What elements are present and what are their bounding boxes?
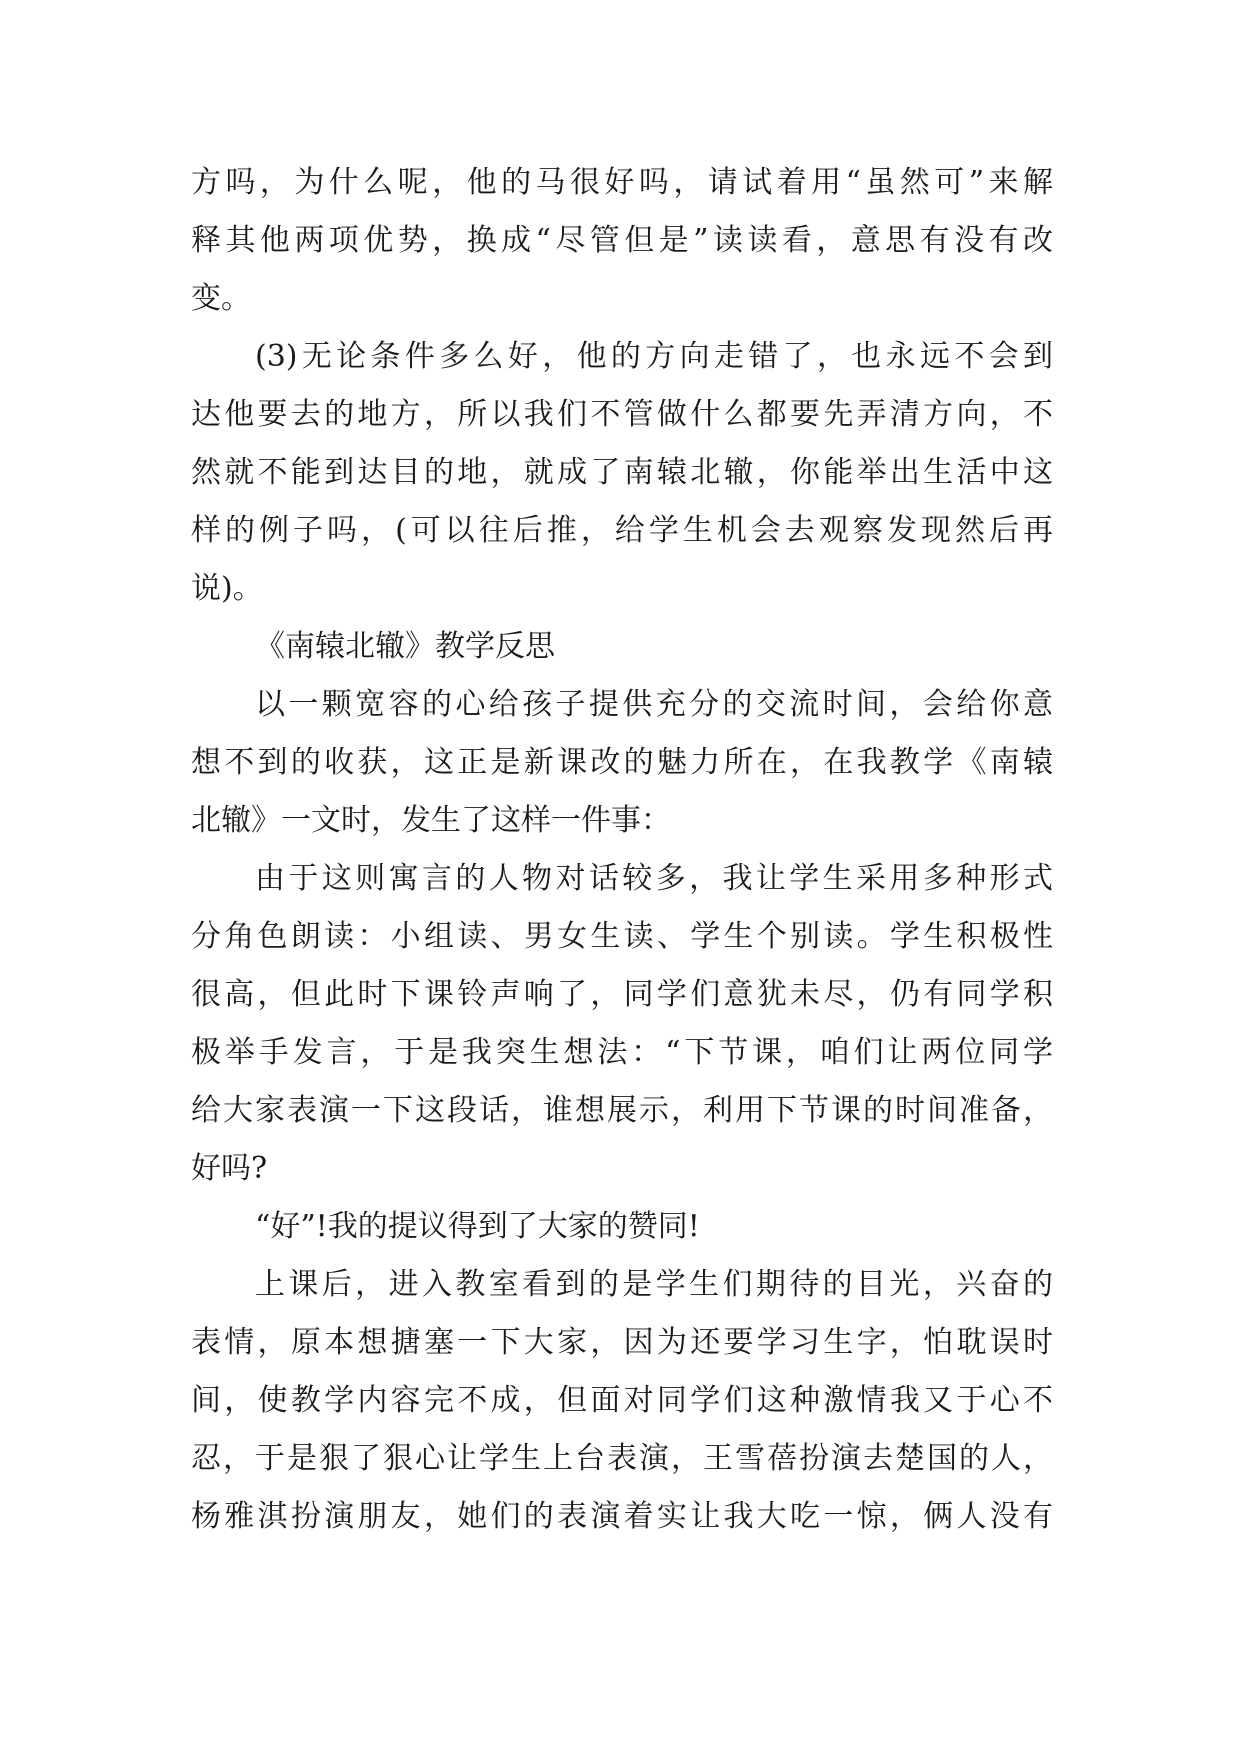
text-line: 达他要去的地方，所以我们不管做什么都要先弄清方向，不: [191, 397, 1053, 432]
text-line: “好”!我的提议得到了大家的赞同!: [255, 1209, 700, 1244]
text-line: 释其他两项优势，换成“尽管但是”读读看，意思有没有改: [191, 223, 1053, 258]
text-line: 北辙》一文时，发生了这样一件事：: [191, 803, 671, 838]
text-line: 想不到的收获，这正是新课改的魅力所在，在我教学《南辕: [191, 745, 1053, 780]
text-line: 然就不能到达目的地，就成了南辕北辙，你能举出生活中这: [191, 455, 1053, 490]
text-line: 上课后，进入教室看到的是学生们期待的目光，兴奋的: [255, 1267, 1053, 1302]
text-line: 说)。: [191, 571, 263, 606]
text-line: 表情，原本想搪塞一下大家，因为还要学习生字，怕耽误时: [191, 1325, 1053, 1360]
text-line: 极举手发言，于是我突生想法：“下节课，咱们让两位同学: [191, 1035, 1053, 1070]
text-line: 杨雅淇扮演朋友，她们的表演着实让我大吃一惊，俩人没有: [191, 1499, 1053, 1534]
text-line: 《南辕北辙》教学反思: [255, 629, 555, 664]
document-page: [191, 154, 1053, 1546]
text-line: 变。: [191, 281, 251, 316]
text-line: 以一颗宽容的心给孩子提供充分的交流时间，会给你意: [255, 687, 1053, 722]
text-line: 很高，但此时下课铃声响了，同学们意犹未尽，仍有同学积: [191, 977, 1053, 1012]
text-line: 间，使教学内容完不成，但面对同学们这种激情我又于心不: [191, 1383, 1053, 1418]
text-line: 忍，于是狠了狠心让学生上台表演，王雪蓓扮演去楚国的人，: [191, 1441, 1053, 1476]
text-line: 分角色朗读：小组读、男女生读、学生个别读。学生积极性: [191, 919, 1053, 954]
text-line: 方吗，为什么呢，他的马很好吗，请试着用“虽然可”来解: [191, 165, 1053, 200]
text-line: 样的例子吗，(可以往后推，给学生机会去观察发现然后再: [191, 513, 1053, 548]
text-line: 给大家表演一下这段话，谁想展示，利用下节课的时间准备，: [191, 1093, 1053, 1128]
text-line: 由于这则寓言的人物对话较多，我让学生采用多种形式: [255, 861, 1053, 896]
text-line: 好吗?: [191, 1151, 268, 1186]
text-line: (3)无论条件多么好，他的方向走错了，也永远不会到: [255, 339, 1053, 374]
